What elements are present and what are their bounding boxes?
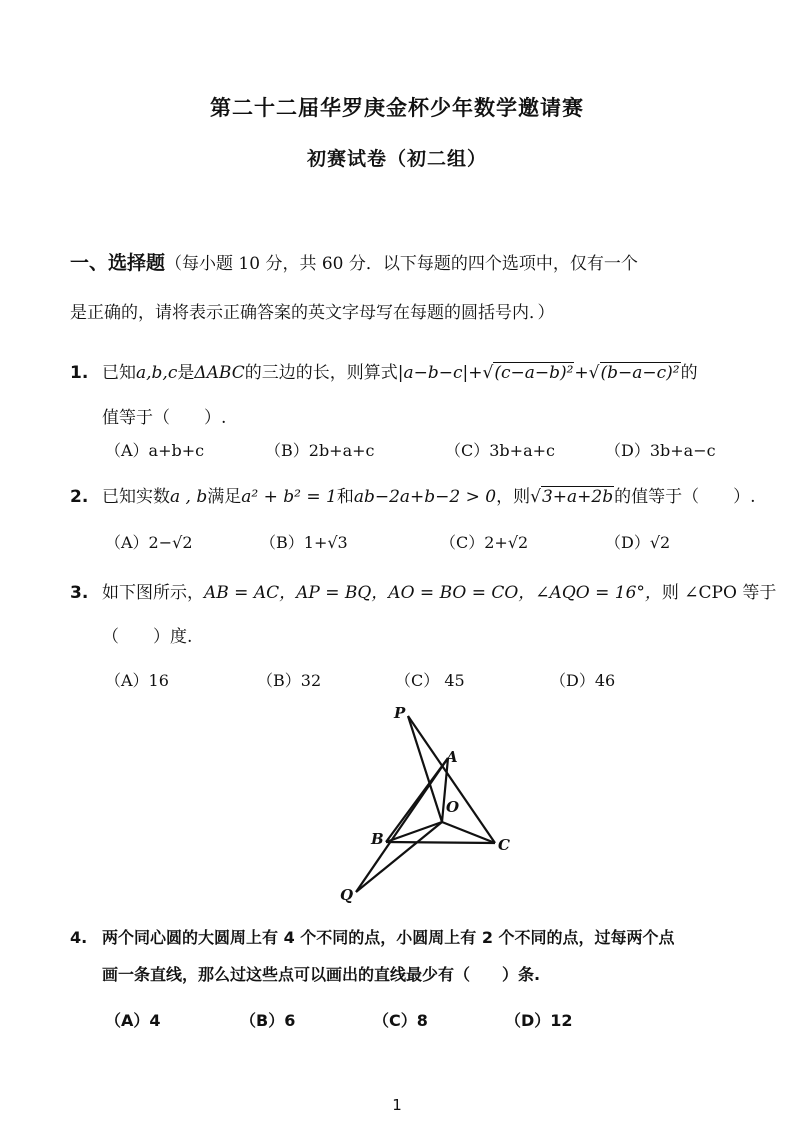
q1-math-sides: a,b,c xyxy=(136,363,178,383)
q2-math-ineq: ab−2a+b−2 > 0 xyxy=(353,487,497,507)
question-number: 3. xyxy=(70,583,89,603)
q1-text: 的三边的长，则算式 xyxy=(244,363,398,383)
q3-math: AB = AC，AP = BQ，AO = BO = CO，∠AQO = 16°， xyxy=(204,583,662,603)
page-title: 第二十二届华罗庚金杯少年数学邀请赛 xyxy=(210,96,584,120)
option-c: （C） 45 xyxy=(395,671,465,690)
q1-text: 是 xyxy=(177,363,195,383)
option-c: （C）2+√2 xyxy=(440,533,529,552)
option-d: （D）12 xyxy=(505,1011,573,1030)
q1-line2: 值等于（ ）. xyxy=(102,408,227,428)
q4-text: 两个同心圆的大圆周上有 4 个不同的点，小圆周上有 2 个不同的点，过每两个点 xyxy=(102,928,675,947)
option-a: （A）4 xyxy=(105,1011,161,1030)
section-intro-line1: （每小题 10 分，共 60 分．以下每题的四个选项中，仅有一个 xyxy=(165,254,638,274)
question-number: 2. xyxy=(70,487,89,507)
geometry-figure xyxy=(330,700,530,905)
label-b: B xyxy=(371,830,384,848)
q3-line2: （ ）度. xyxy=(102,627,193,647)
label-a: A xyxy=(446,748,458,766)
label-c: C xyxy=(498,836,510,854)
q3-text-tail: 则 ∠CPO 等于 xyxy=(661,583,777,603)
section-heading xyxy=(70,248,760,275)
option-b: （B）1+√3 xyxy=(260,533,348,552)
q2-math-vars: a , b xyxy=(170,487,208,507)
q2-math-root: 3+a+2b xyxy=(541,487,614,507)
option-c: （C）3b+a+c xyxy=(445,441,555,460)
q1-text: 的 xyxy=(680,363,698,383)
question-4 xyxy=(70,925,760,948)
q1-math-root2: (b−a−c)² xyxy=(600,363,680,383)
q2-text: 和 xyxy=(336,487,354,507)
option-d: （D）46 xyxy=(550,671,616,690)
option-b: （B）2b+a+c xyxy=(265,441,375,460)
option-b: （B）6 xyxy=(240,1011,296,1030)
q3-text: 如下图所示， xyxy=(102,583,204,603)
label-q: Q xyxy=(340,886,354,904)
option-a: （A）2−√2 xyxy=(105,533,193,552)
option-b: （B）32 xyxy=(257,671,322,690)
question-2 xyxy=(70,482,760,507)
section-intro-line2: 是正确的，请将表示正确答案的英文字母写在每题的圆括号内．） xyxy=(70,303,555,323)
figure-lines xyxy=(356,716,495,892)
q2-text: 已知实数 xyxy=(102,487,170,507)
q2-text: 满足 xyxy=(207,487,242,507)
question-3 xyxy=(70,578,777,603)
question-number: 4. xyxy=(70,928,88,947)
question-number: 1. xyxy=(70,363,89,383)
line-qo xyxy=(356,822,442,892)
q2-text: 的值等于（ ）. xyxy=(614,487,756,507)
line-bc xyxy=(386,842,495,843)
sqrt-symbol: √ xyxy=(530,487,541,507)
q1-math-root1: (c−a−b)² xyxy=(494,363,574,383)
option-a: （A）16 xyxy=(105,671,169,690)
sqrt-symbol: √ xyxy=(588,363,600,383)
sqrt-symbol: √ xyxy=(482,363,494,383)
label-o: O xyxy=(446,798,460,816)
q1-math-triangle: ΔABC xyxy=(194,363,245,383)
label-p: P xyxy=(394,704,406,722)
option-c: （C）8 xyxy=(373,1011,428,1030)
q1-math-abs: |a−b−c|+ xyxy=(397,363,483,383)
line-pc xyxy=(408,716,495,843)
q4-line2: 画一条直线，那么过这些点可以画出的直线最少有（ ）条. xyxy=(102,965,541,984)
option-d: （D）√2 xyxy=(605,533,671,552)
section-label: 一、选择题 xyxy=(70,252,166,274)
page-number: 1 xyxy=(392,1096,402,1114)
option-d: （D）3b+a−c xyxy=(605,441,716,460)
option-a: （A）a+b+c xyxy=(105,441,205,460)
q2-text: ，则 xyxy=(496,487,531,507)
page-subtitle: 初赛试卷（初二组） xyxy=(306,148,487,170)
question-1 xyxy=(70,358,760,383)
q1-text: 已知 xyxy=(102,363,136,383)
q1-math-plus: + xyxy=(574,363,589,383)
q2-math-eq: a² + b² = 1 xyxy=(241,487,337,507)
